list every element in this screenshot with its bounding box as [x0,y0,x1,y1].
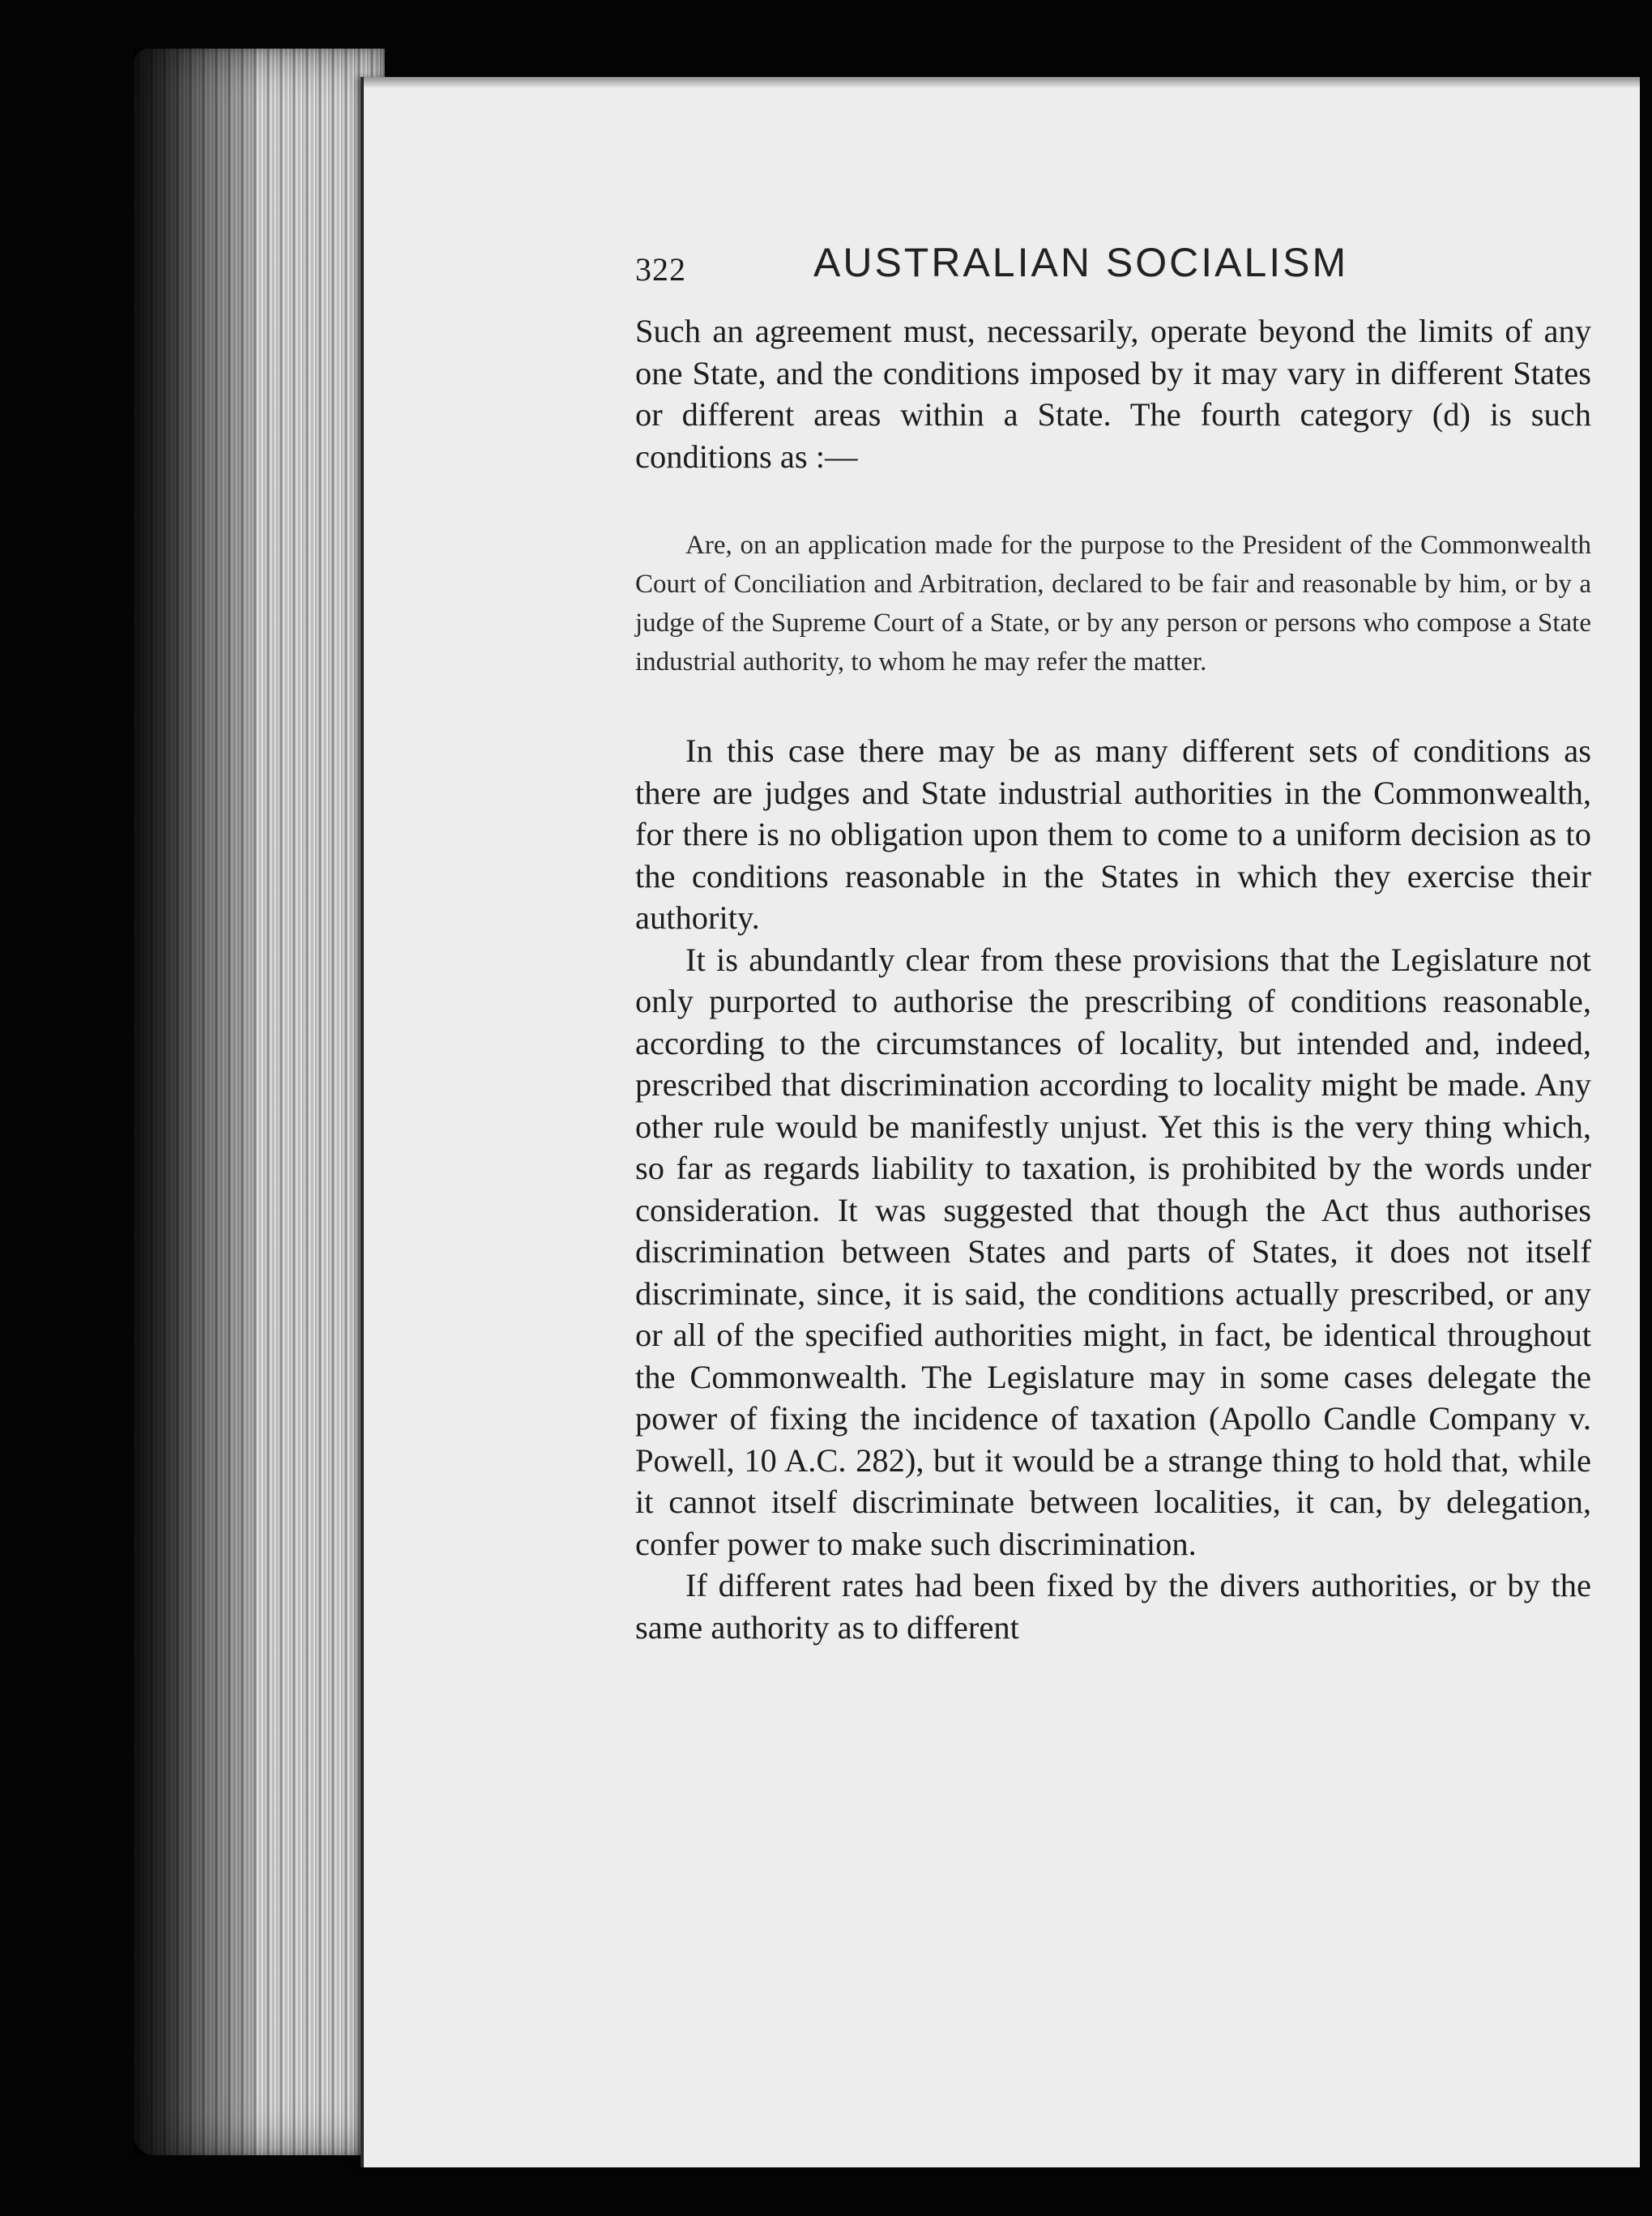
page-number: 322 [635,251,686,288]
page-text-block [635,239,1591,1648]
block-quote: Are, on an application made for the purpose to the President of the Commonwealth Court of Conciliation and Arbitration, declared to be fair and reasonable by him, or by a judge of the Supreme Court of a State, or by any person or persons who compose a State industrial authority, to whom he may refer the matter. [635,531,1591,677]
paragraph-2: In this case there may be as many different sets of conditions as there are judges and State industrial authorities in the Commonwealth, for there is no obligation upon them to come to a uniform decision as to the conditions reasonable in the States in which they exercise their authority. [635,732,1591,936]
paragraph-4: If different rates had been fixed by the divers authorities, or by the same authority as to different [635,1567,1591,1646]
paragraph-3: It is abundantly clear from these provisions that the Legislature not only purported to authorise the prescribing of conditions reasonable, according to the circumstances of locality, but intended and, indeed, prescribed that discrimination according to locality might be made. Any other rule would be manifestly unjust. Yet this is the very thing which, so far as regards liability to taxation, is prohibited by the words under consideration. It was suggested that though the Act thus authorises discrimination between States and parts of States, it does not itself discriminate, since, it is said, the conditions actually prescribed, or any or all of the specified authorities might, in fact, be identical throughout the Commonwealth. The Legislature may in some cases delegate the power of fixing the incidence of taxation (Apollo Candle Company v. Powell, 10 A.C. 282), but it would be a strange thing to hold that, while it cannot itself discriminate between localities, it can, by delegation, confer power to make such discrimination. [635,941,1591,1562]
book-page-edges [134,49,385,2155]
running-head [635,239,1591,296]
running-title: AUSTRALIAN SOCIALISM [813,240,1349,285]
book-page [361,77,1640,2167]
paragraph-1: Such an agreement must, necessarily, operate beyond the limits of any one State, and the conditions imposed by it may vary in different States or different areas within a State. The fourth category (d) is such conditions as :— [635,313,1591,475]
